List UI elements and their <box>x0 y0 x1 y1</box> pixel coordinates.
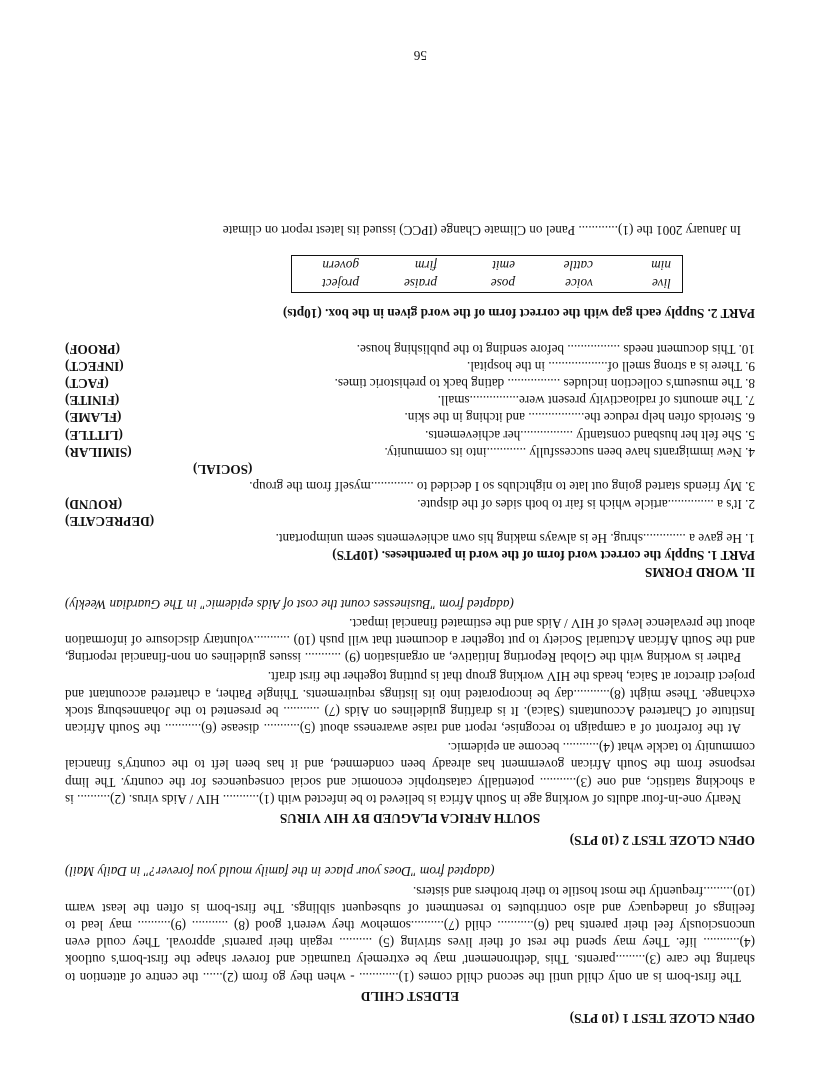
word-form-text: 10. This document needs ................ before sending to the publishing house. <box>356 341 755 357</box>
word-box-cell: voice <box>565 275 593 291</box>
word-form-text: 6. Steroids often help reduce the................. and itching in the skin. <box>404 410 755 426</box>
word-form-root: (FINITE) <box>65 393 120 409</box>
word-box-cell: live <box>651 275 671 291</box>
test1-source: (adapted from "Does your place in the family mould you forever?" in Daily Mail) <box>65 864 495 880</box>
word-form-text: 3. My friends started going out late to nightclubs so I decided to .............myself from the group. <box>249 479 755 495</box>
word-form-item <box>65 444 755 461</box>
word-forms-heading: II. WORD FORMS <box>644 565 755 581</box>
word-form-text: 4. New immigrants have been successfully ............into its community. <box>384 444 755 460</box>
word-form-root: (FLAME) <box>65 410 122 426</box>
word-form-root: (SIMILAR) <box>65 444 132 460</box>
part1-heading: PART 1. Supply the correct word form of the word in parentheses. (10PTS) <box>332 548 755 564</box>
test2-paragraph-1: Nearly one-in-four adults of working age in South Africa is believed to be infected with (1)........... HIV / Aids virus. (2).......... is a shocking statistic, and one (3)........... potentially catastrophic economic and social consequences for the country. The limp response from the South African government has already been condemned, and it has been left to the country's financial community to tackle what (4)........... become an epidemic. <box>65 740 755 807</box>
word-box-cell: project <box>322 275 359 291</box>
word-box-cell: praise <box>404 275 437 291</box>
word-box-cell: pose <box>490 275 515 291</box>
part2-heading: PART 2. Supply each gap with the correct form of the word given in the box. (10pts) <box>282 306 755 322</box>
word-box-cell: cattle <box>563 257 593 273</box>
document-content <box>65 222 755 1027</box>
test2-paragraph-3: Pather is working with the Global Reporting Initiative, an organisation (9) ........... issues guidelines on non-financial reporting, and the South African Actuarial Society to put together a document that will push (10) ...........voluntary disclosure of information about the prevalence levels of HIV / Aids and the estimated financial impact. <box>65 615 755 666</box>
test2-paragraph-2: At the forefront of a campaign to recognise, report and raise awareness about (5)........... disease (6)........... the South African Institute of Chartered Accountants (Saica). It is drafting guidelines on Aids (7) ........... be presented to the Johannesburg stock exchange. These might (8)...........day be incorporated into its listings requirements. Thingle Pather, a chartered accountant and project director at Saica, heads the HIV working group that is putting together the first draft. <box>65 669 755 736</box>
test2-source: (adapted from "Businesses count the cost of Aids epidemic" in The Guardian Weekly) <box>65 596 514 612</box>
word-form-item <box>65 375 755 392</box>
word-form-root: (LITTLE) <box>65 427 123 443</box>
word-form-text: 8. The museum's collection includes ................ dating back to prehistoric times. <box>334 376 755 392</box>
test1-heading: OPEN CLOZE TEST 1 (10 PTS) <box>569 1011 755 1026</box>
word-form-root: (ROUND) <box>65 496 123 512</box>
word-box-row <box>292 256 683 275</box>
word-box-cell: firm <box>415 257 437 273</box>
word-box-cell: emit <box>492 257 515 273</box>
word-box <box>291 255 683 293</box>
word-form-text: 2. It's a ..............article which is fair to both sides of the dispute. <box>417 496 755 512</box>
word-form-item <box>65 427 755 444</box>
part2-intro: In January 2001 the (1)............ Panel on Climate Change (IPCC) issued its latest report on climate <box>222 223 741 239</box>
test2-title: SOUTH AFRICA PLAGUED BY HIV VIRUS <box>279 810 541 826</box>
page-number: 56 <box>413 48 427 63</box>
word-form-item <box>65 340 755 357</box>
word-form-item <box>65 409 755 426</box>
word-form-text: 1. He gave a .............shrug. He is always making his own achievements seem unimportant. <box>275 530 755 546</box>
word-form-root: (FACT) <box>65 376 109 392</box>
word-form-item <box>65 461 755 495</box>
word-box-cell: govern <box>322 257 359 273</box>
word-form-item <box>65 358 755 375</box>
word-form-text: 5. She felt her husband constantly ................her achievements. <box>425 427 755 443</box>
word-form-root: (INFECT) <box>65 358 124 374</box>
word-box-row <box>292 274 683 293</box>
word-form-item <box>65 495 755 512</box>
word-form-item <box>65 392 755 409</box>
test2-heading: OPEN CLOZE TEST 2 (10 PTS) <box>569 833 755 849</box>
test1-paragraph: The first-born is an only child until the second child comes (1)............ - when they go from (2)...... the centre of attention to sharing the care (3).........parents. This 'dethronement' may be extremely traumatic and forever shape the first-born's outlook (4)........... life. They may spend the rest of their lives striving (5) .......... regain their parents' approval. They could even unconsciously feel their parents had (6)........... child (7)..........somehow they weren't good (8) ........... (9).......... may lead to feelings of inadequacy and also contributes to resentment of subsequent siblings. The first-born is often the least warm (10).........frequently the most hostile to their brothers and sisters. <box>65 883 755 985</box>
test1-title: ELDEST CHILD <box>360 988 460 1004</box>
word-form-text: 7. The amounts of radioactivity present were...............small. <box>437 393 755 409</box>
word-form-root: (SOCIAL) <box>193 462 253 478</box>
word-form-text: 9. There is a strong smell of.................. in the hospital. <box>466 358 755 374</box>
word-form-root: (PROOF) <box>65 341 120 357</box>
word-box-cell: nim <box>651 257 671 273</box>
word-form-root: (DEPRECATE) <box>65 513 155 529</box>
word-form-item <box>65 513 755 547</box>
